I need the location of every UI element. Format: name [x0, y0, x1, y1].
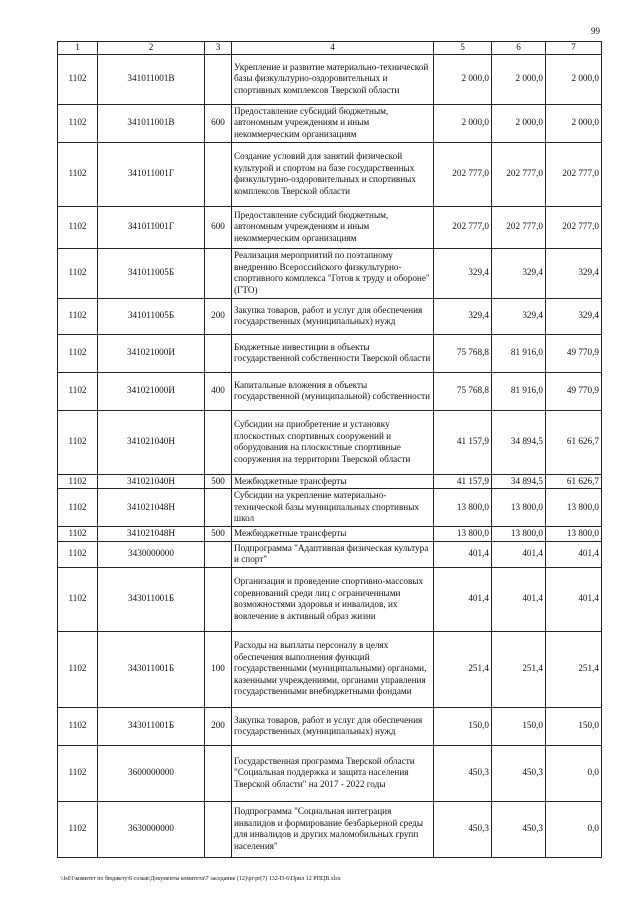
- amount-2019-cell: 401,4: [546, 541, 602, 567]
- expense-type-cell: 600: [205, 206, 232, 248]
- amount-2018-cell: 81 916,0: [492, 334, 546, 372]
- expense-type-cell: [205, 745, 232, 801]
- amount-2019-cell: 61 626,7: [546, 474, 602, 489]
- section-code-cell: 1102: [58, 410, 98, 474]
- amount-2018-cell: 150,0: [492, 707, 546, 745]
- expense-type-cell: 500: [205, 527, 232, 542]
- amount-2018-cell: 202 777,0: [492, 142, 546, 206]
- amount-2019-cell: 49 770,9: [546, 334, 602, 372]
- column-header: 3: [205, 42, 232, 55]
- item-name-cell: Предоставление субсидий бюджетным, автономным учреждениям и иным некоммерческим организациям: [232, 206, 434, 248]
- section-code-cell: 1102: [58, 54, 98, 104]
- item-name-cell: Капитальные вложения в объекты государственной (муниципальной) собственности: [232, 372, 434, 410]
- table-row: [58, 206, 602, 248]
- amount-2017-cell: 329,4: [434, 248, 492, 298]
- section-code-cell: 1102: [58, 142, 98, 206]
- item-name-cell: Закупка товаров, работ и услуг для обеспечения государственных (муниципальных) нужд: [232, 707, 434, 745]
- amount-2018-cell: 450,3: [492, 801, 546, 857]
- section-code-cell: 1102: [58, 745, 98, 801]
- table-row: [58, 142, 602, 206]
- target-article-cell: 343011001Б: [98, 567, 205, 631]
- expense-type-cell: [205, 410, 232, 474]
- amount-2018-cell: 81 916,0: [492, 372, 546, 410]
- target-article-cell: 343011001Б: [98, 707, 205, 745]
- section-code-cell: 1102: [58, 298, 98, 334]
- item-name-cell: Создание условий для занятий физической культурой и спортом на базе государственных физкультурно-оздоровительных и спортивных комплексов Тверской области: [232, 142, 434, 206]
- table-row: [58, 567, 602, 631]
- item-name-cell: Организация и проведение спортивно-массовых соревнований среди лиц с ограниченными возможностями здоровья и инвалидов, их вовлечение в активный образ жизни: [232, 567, 434, 631]
- table-row: [58, 801, 602, 857]
- expense-type-cell: [205, 54, 232, 104]
- target-article-cell: 341021048Н: [98, 489, 205, 527]
- section-code-cell: 1102: [58, 372, 98, 410]
- item-name-cell: Межбюджетные трансферты: [232, 474, 434, 489]
- target-article-cell: 3600000000: [98, 745, 205, 801]
- section-code-cell: 1102: [58, 707, 98, 745]
- section-code-cell: 1102: [58, 527, 98, 542]
- target-article-cell: 341021040Н: [98, 410, 205, 474]
- item-name-cell: Государственная программа Тверской области "Социальная поддержка и защита населения Тверской области" на 2017 - 2022 годы: [232, 745, 434, 801]
- amount-2019-cell: 251,4: [546, 631, 602, 707]
- column-header: 5: [434, 42, 492, 55]
- expense-type-cell: [205, 541, 232, 567]
- target-article-cell: 343011001Б: [98, 631, 205, 707]
- amount-2017-cell: 75 768,8: [434, 334, 492, 372]
- amount-2018-cell: 13 800,0: [492, 527, 546, 542]
- expense-type-cell: [205, 567, 232, 631]
- table-row: [58, 474, 602, 489]
- target-article-cell: 341011001Г: [98, 206, 205, 248]
- amount-2018-cell: 329,4: [492, 298, 546, 334]
- section-code-cell: 1102: [58, 334, 98, 372]
- table-row: [58, 372, 602, 410]
- amount-2018-cell: 2 000,0: [492, 104, 546, 142]
- expense-type-cell: [205, 801, 232, 857]
- amount-2017-cell: 2 000,0: [434, 54, 492, 104]
- table-row: [58, 410, 602, 474]
- amount-2019-cell: 61 626,7: [546, 410, 602, 474]
- item-name-cell: Подпрограмма "Адаптивная физическая культура и спорт": [232, 541, 434, 567]
- expense-type-cell: [205, 334, 232, 372]
- target-article-cell: 341011001Г: [98, 142, 205, 206]
- amount-2019-cell: 329,4: [546, 298, 602, 334]
- table-header-row: [58, 42, 602, 55]
- amount-2018-cell: 251,4: [492, 631, 546, 707]
- amount-2019-cell: 401,4: [546, 567, 602, 631]
- expense-type-cell: 200: [205, 707, 232, 745]
- table-row: [58, 707, 602, 745]
- amount-2017-cell: 13 800,0: [434, 489, 492, 527]
- section-code-cell: 1102: [58, 206, 98, 248]
- amount-2017-cell: 202 777,0: [434, 142, 492, 206]
- target-article-cell: 341011001В: [98, 54, 205, 104]
- table-row: [58, 541, 602, 567]
- target-article-cell: 341021000И: [98, 334, 205, 372]
- target-article-cell: 341021040Н: [98, 474, 205, 489]
- table-row: [58, 745, 602, 801]
- amount-2018-cell: 13 800,0: [492, 489, 546, 527]
- amount-2018-cell: 34 894,5: [492, 410, 546, 474]
- amount-2019-cell: 150,0: [546, 707, 602, 745]
- expense-type-cell: 200: [205, 298, 232, 334]
- amount-2017-cell: 202 777,0: [434, 206, 492, 248]
- budget-table: [57, 41, 602, 858]
- target-article-cell: 3430000000: [98, 541, 205, 567]
- table-row: [58, 104, 602, 142]
- expense-type-cell: 600: [205, 104, 232, 142]
- item-name-cell: Реализация мероприятий по поэтапному внедрению Всероссийского физкультурно-спортивного комплекса "Готов к труду и обороне" (ГТО): [232, 248, 434, 298]
- amount-2017-cell: 329,4: [434, 298, 492, 334]
- target-article-cell: 341021048Н: [98, 527, 205, 542]
- item-name-cell: Укрепление и развитие материально-технической базы физкультурно-оздоровительных и спортивных комплексов Тверской области: [232, 54, 434, 104]
- section-code-cell: 1102: [58, 541, 98, 567]
- amount-2019-cell: 0,0: [546, 745, 602, 801]
- target-article-cell: 341011005Б: [98, 298, 205, 334]
- amount-2019-cell: 202 777,0: [546, 142, 602, 206]
- item-name-cell: Подпрограмма "Социальная интеграция инвалидов и формирование безбарьерной среды для инвалидов и других маломобильных групп населения": [232, 801, 434, 857]
- amount-2018-cell: 450,3: [492, 745, 546, 801]
- amount-2018-cell: 401,4: [492, 567, 546, 631]
- section-code-cell: 1102: [58, 801, 98, 857]
- amount-2019-cell: 2 000,0: [546, 54, 602, 104]
- target-article-cell: 341011001В: [98, 104, 205, 142]
- table-row: [58, 248, 602, 298]
- expense-type-cell: [205, 248, 232, 298]
- amount-2017-cell: 41 157,9: [434, 410, 492, 474]
- column-header: 2: [98, 42, 205, 55]
- amount-2019-cell: 49 770,9: [546, 372, 602, 410]
- expense-type-cell: [205, 142, 232, 206]
- amount-2018-cell: 34 894,5: [492, 474, 546, 489]
- amount-2017-cell: 41 157,9: [434, 474, 492, 489]
- section-code-cell: 1102: [58, 489, 98, 527]
- item-name-cell: Бюджетные инвестиции в объекты государственной собственности Тверской области: [232, 334, 434, 372]
- section-code-cell: 1102: [58, 474, 98, 489]
- item-name-cell: Закупка товаров, работ и услуг для обеспечения государственных (муниципальных) нужд: [232, 298, 434, 334]
- amount-2017-cell: 251,4: [434, 631, 492, 707]
- target-article-cell: 3630000000: [98, 801, 205, 857]
- amount-2019-cell: 13 800,0: [546, 489, 602, 527]
- table-row: [58, 54, 602, 104]
- amount-2017-cell: 2 000,0: [434, 104, 492, 142]
- amount-2017-cell: 450,3: [434, 745, 492, 801]
- table-row: [58, 298, 602, 334]
- expense-type-cell: 500: [205, 474, 232, 489]
- expense-type-cell: [205, 489, 232, 527]
- column-header: 4: [232, 42, 434, 55]
- file-path-footer: \\fs01\комитет по бюджету\6 созыв\Документы комитета\7 заседание (12)\pr\pr(7) 132-П-6\Прил 12 РПЦВ.xlsx: [60, 876, 341, 882]
- amount-2017-cell: 13 800,0: [434, 527, 492, 542]
- section-code-cell: 1102: [58, 567, 98, 631]
- target-article-cell: 341021000И: [98, 372, 205, 410]
- item-name-cell: Предоставление субсидий бюджетным, автономным учреждениям и иным некоммерческим организациям: [232, 104, 434, 142]
- page-number: 99: [591, 26, 600, 36]
- amount-2017-cell: 450,3: [434, 801, 492, 857]
- amount-2019-cell: 329,4: [546, 248, 602, 298]
- amount-2018-cell: 401,4: [492, 541, 546, 567]
- amount-2018-cell: 202 777,0: [492, 206, 546, 248]
- expense-type-cell: 400: [205, 372, 232, 410]
- amount-2017-cell: 401,4: [434, 541, 492, 567]
- amount-2019-cell: 13 800,0: [546, 527, 602, 542]
- column-header: 7: [546, 42, 602, 55]
- amount-2018-cell: 329,4: [492, 248, 546, 298]
- amount-2019-cell: 2 000,0: [546, 104, 602, 142]
- section-code-cell: 1102: [58, 104, 98, 142]
- amount-2017-cell: 150,0: [434, 707, 492, 745]
- amount-2019-cell: 202 777,0: [546, 206, 602, 248]
- item-name-cell: Расходы на выплаты персоналу в целях обеспечения выполнения функций государственными (муниципальными) органами, казенными учреждениями, органами управления государственными внебюджетными фондами: [232, 631, 434, 707]
- amount-2017-cell: 401,4: [434, 567, 492, 631]
- section-code-cell: 1102: [58, 248, 98, 298]
- amount-2019-cell: 0,0: [546, 801, 602, 857]
- column-header: 6: [492, 42, 546, 55]
- table-row: [58, 527, 602, 542]
- item-name-cell: Субсидии на приобретение и установку плоскостных спортивных сооружений и оборудования на плоскостные спортивные сооружения на территории Тверской области: [232, 410, 434, 474]
- table-row: [58, 489, 602, 527]
- item-name-cell: Субсидии на укрепление материально-технической базы муниципальных спортивных школ: [232, 489, 434, 527]
- target-article-cell: 341011005Б: [98, 248, 205, 298]
- column-header: 1: [58, 42, 98, 55]
- expense-type-cell: 100: [205, 631, 232, 707]
- table-row: [58, 334, 602, 372]
- section-code-cell: 1102: [58, 631, 98, 707]
- amount-2018-cell: 2 000,0: [492, 54, 546, 104]
- amount-2017-cell: 75 768,8: [434, 372, 492, 410]
- table-row: [58, 631, 602, 707]
- item-name-cell: Межбюджетные трансферты: [232, 527, 434, 542]
